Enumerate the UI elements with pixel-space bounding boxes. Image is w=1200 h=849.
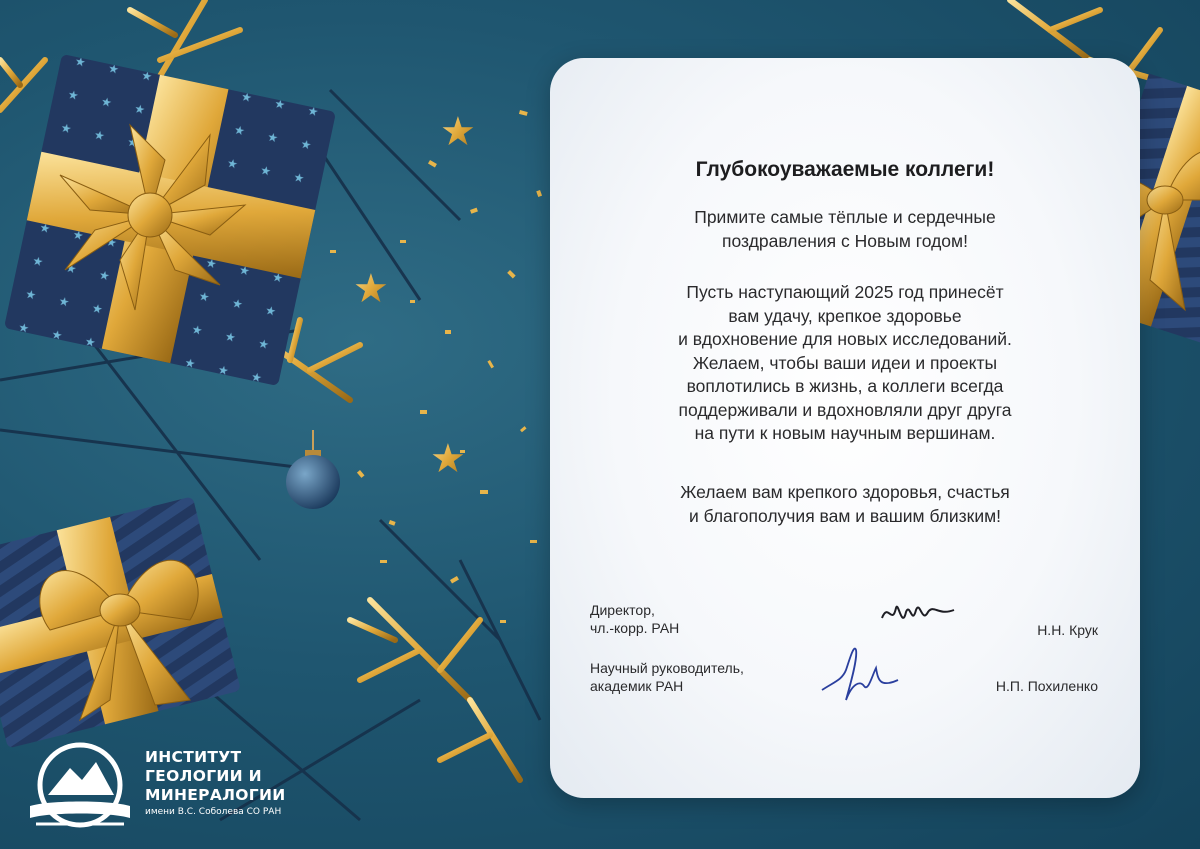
svg-text:★: ★ [440,109,476,155]
director-name: Н.Н. Крук [1037,622,1098,638]
director-signature [878,596,958,638]
wordmark-subline: имени В.С. Соболева СО РАН [145,807,282,817]
greeting-title: Глубокоуважаемые коллеги! [695,158,995,181]
wordmark-line-3: МИНЕРАЛОГИИ [145,786,286,804]
wordmark-line-1: ИНСТИТУТ [145,748,242,766]
institute-wordmark [145,748,285,817]
greeting-paragraph-2: Пусть наступающий 2025 год принесёт вам удачу, крепкое здоровье и вдохновение для новых исследований. Желаем, чтобы ваши идеи и проекты воплотились в жизнь, а коллеги всегда поддерживали и вдохновляли друг друга на пути к новым научным вершинам. [678,282,1012,443]
greeting-paragraph-3: Желаем вам крепкого здоровья, счастья и благополучия вам и вашим близким! [680,482,1010,526]
supervisor-signature [820,640,900,706]
svg-text:★: ★ [353,266,389,312]
greeting-card [550,58,1140,798]
greeting-paragraph-1: Примите самые тёплые и сердечные поздравления с Новым годом! [694,207,996,251]
supervisor-name: Н.П. Похиленко [995,678,1098,694]
gold-confetti [330,110,542,623]
director-title: Директор, чл.-корр. РАН [590,602,680,636]
gold-stars [353,109,476,482]
wordmark-line-2: ГЕОЛОГИИ И [145,767,262,785]
supervisor-title: Научный руководитель, академик РАН [590,660,744,694]
ornament-ball [286,430,340,509]
institute-emblem [30,740,130,830]
svg-text:★: ★ [430,436,466,482]
